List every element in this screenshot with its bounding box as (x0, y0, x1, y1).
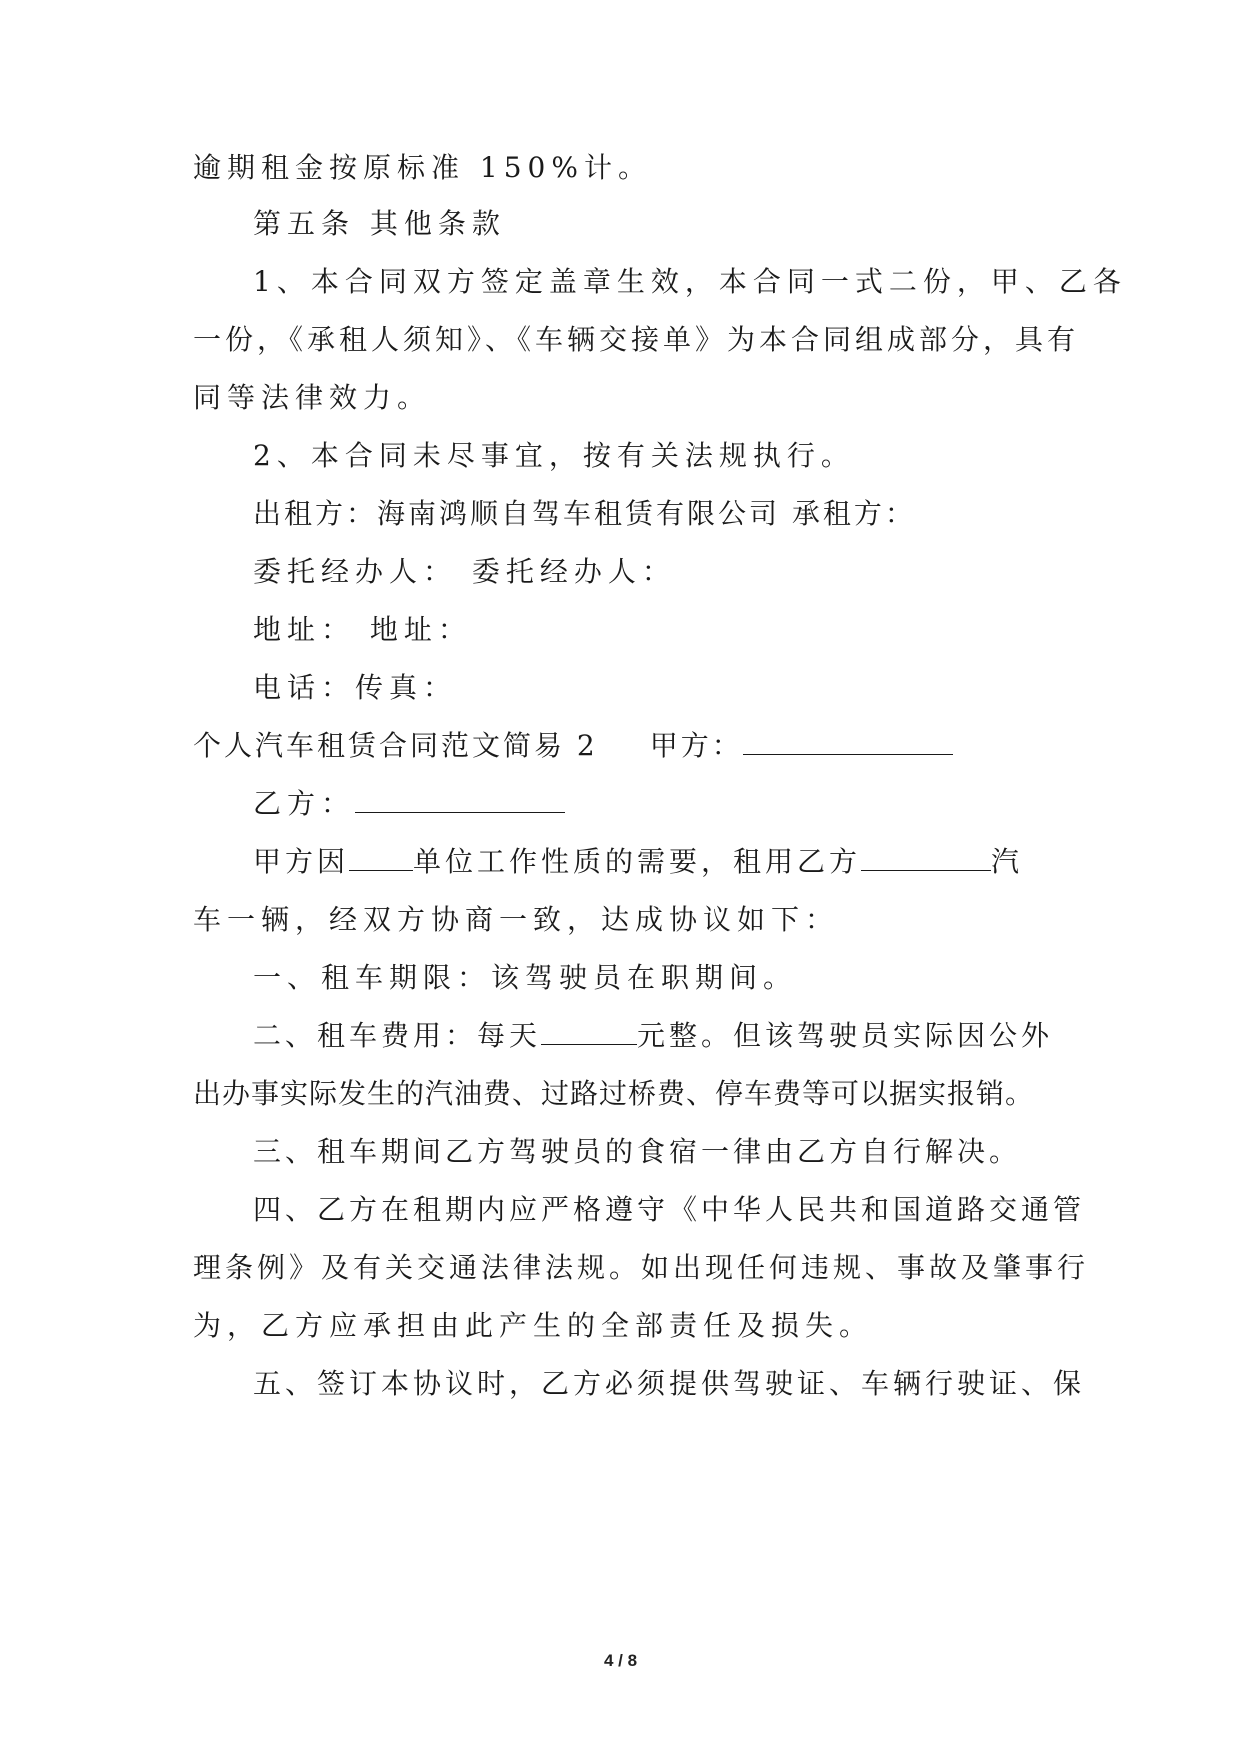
party-a-blank (743, 726, 953, 755)
paragraph-line: 一、租车期限：该驾驶员在职期间。 (253, 961, 798, 994)
paragraph-line: 车一辆，经双方协商一致，达成协议如下： (193, 903, 840, 936)
page-number: 4 / 8 (603, 1651, 638, 1670)
party-b-blank (355, 784, 565, 813)
section-heading: 第五条 其他条款 (253, 207, 506, 240)
paragraph-line: 出租方：海南鸿顺自驾车租赁有限公司 承租方： (253, 497, 916, 530)
text-segment: 甲方因 (253, 845, 350, 878)
paragraph-line: 四、乙方在租期内应严格遵守《中华人民共和国道路交通管 (253, 1193, 1086, 1226)
party-b-line (253, 784, 565, 824)
text-segment: 单位工作性质的需要，租用乙方 (413, 845, 862, 878)
paragraph-line: 2、本合同未尽事宜，按有关法规执行。 (253, 439, 855, 472)
blank-field (541, 1016, 637, 1045)
paragraph-line: 为，乙方应承担由此产生的全部责任及损失。 (193, 1309, 874, 1342)
paragraph-line: 委托经办人： 委托经办人： (253, 555, 676, 588)
paragraph-line: 逾期租金按原标准 150%计。 (193, 151, 652, 184)
paragraph-line: 出办事实际发生的汽油费、过路过桥费、停车费等可以据实报销。 (193, 1077, 1035, 1110)
paragraph-line: 理条例》及有关交通法律法规。如出现任何违规、事故及肇事行 (193, 1251, 1090, 1284)
paragraph-line: 1、本合同双方签定盖章生效，本合同一式二份，甲、乙各 (253, 265, 1127, 298)
paragraph-line: 地址： 地址： (253, 613, 472, 646)
paragraph-line: 五、签订本协议时，乙方必须提供驾驶证、车辆行驶证、保 (253, 1367, 1086, 1400)
paragraph-line: 同等法律效力。 (193, 381, 432, 414)
text-segment: 汽 (991, 845, 1024, 878)
text-segment: 元整。但该驾驶员实际因公外 (637, 1019, 1054, 1052)
paragraph-line (253, 1016, 1053, 1056)
blank-field (349, 842, 413, 871)
paragraph-line (253, 842, 1023, 882)
party-a-label: 甲方： (649, 729, 743, 762)
party-b-label: 乙方： (253, 787, 356, 820)
paragraph-line: 三、租车期间乙方驾驶员的食宿一律由乙方自行解决。 (253, 1135, 1022, 1168)
text-segment: 二、租车费用：每天 (253, 1019, 542, 1052)
contract-title: 个人汽车租赁合同范文简易 2 (193, 729, 598, 762)
paragraph-line: 一份，《承租人须知》、《车辆交接单》为本合同组成部分，具有 (193, 323, 1080, 356)
contract-title-line (193, 726, 953, 766)
blank-field (861, 842, 991, 871)
paragraph-line: 电话：传真： (253, 671, 458, 704)
